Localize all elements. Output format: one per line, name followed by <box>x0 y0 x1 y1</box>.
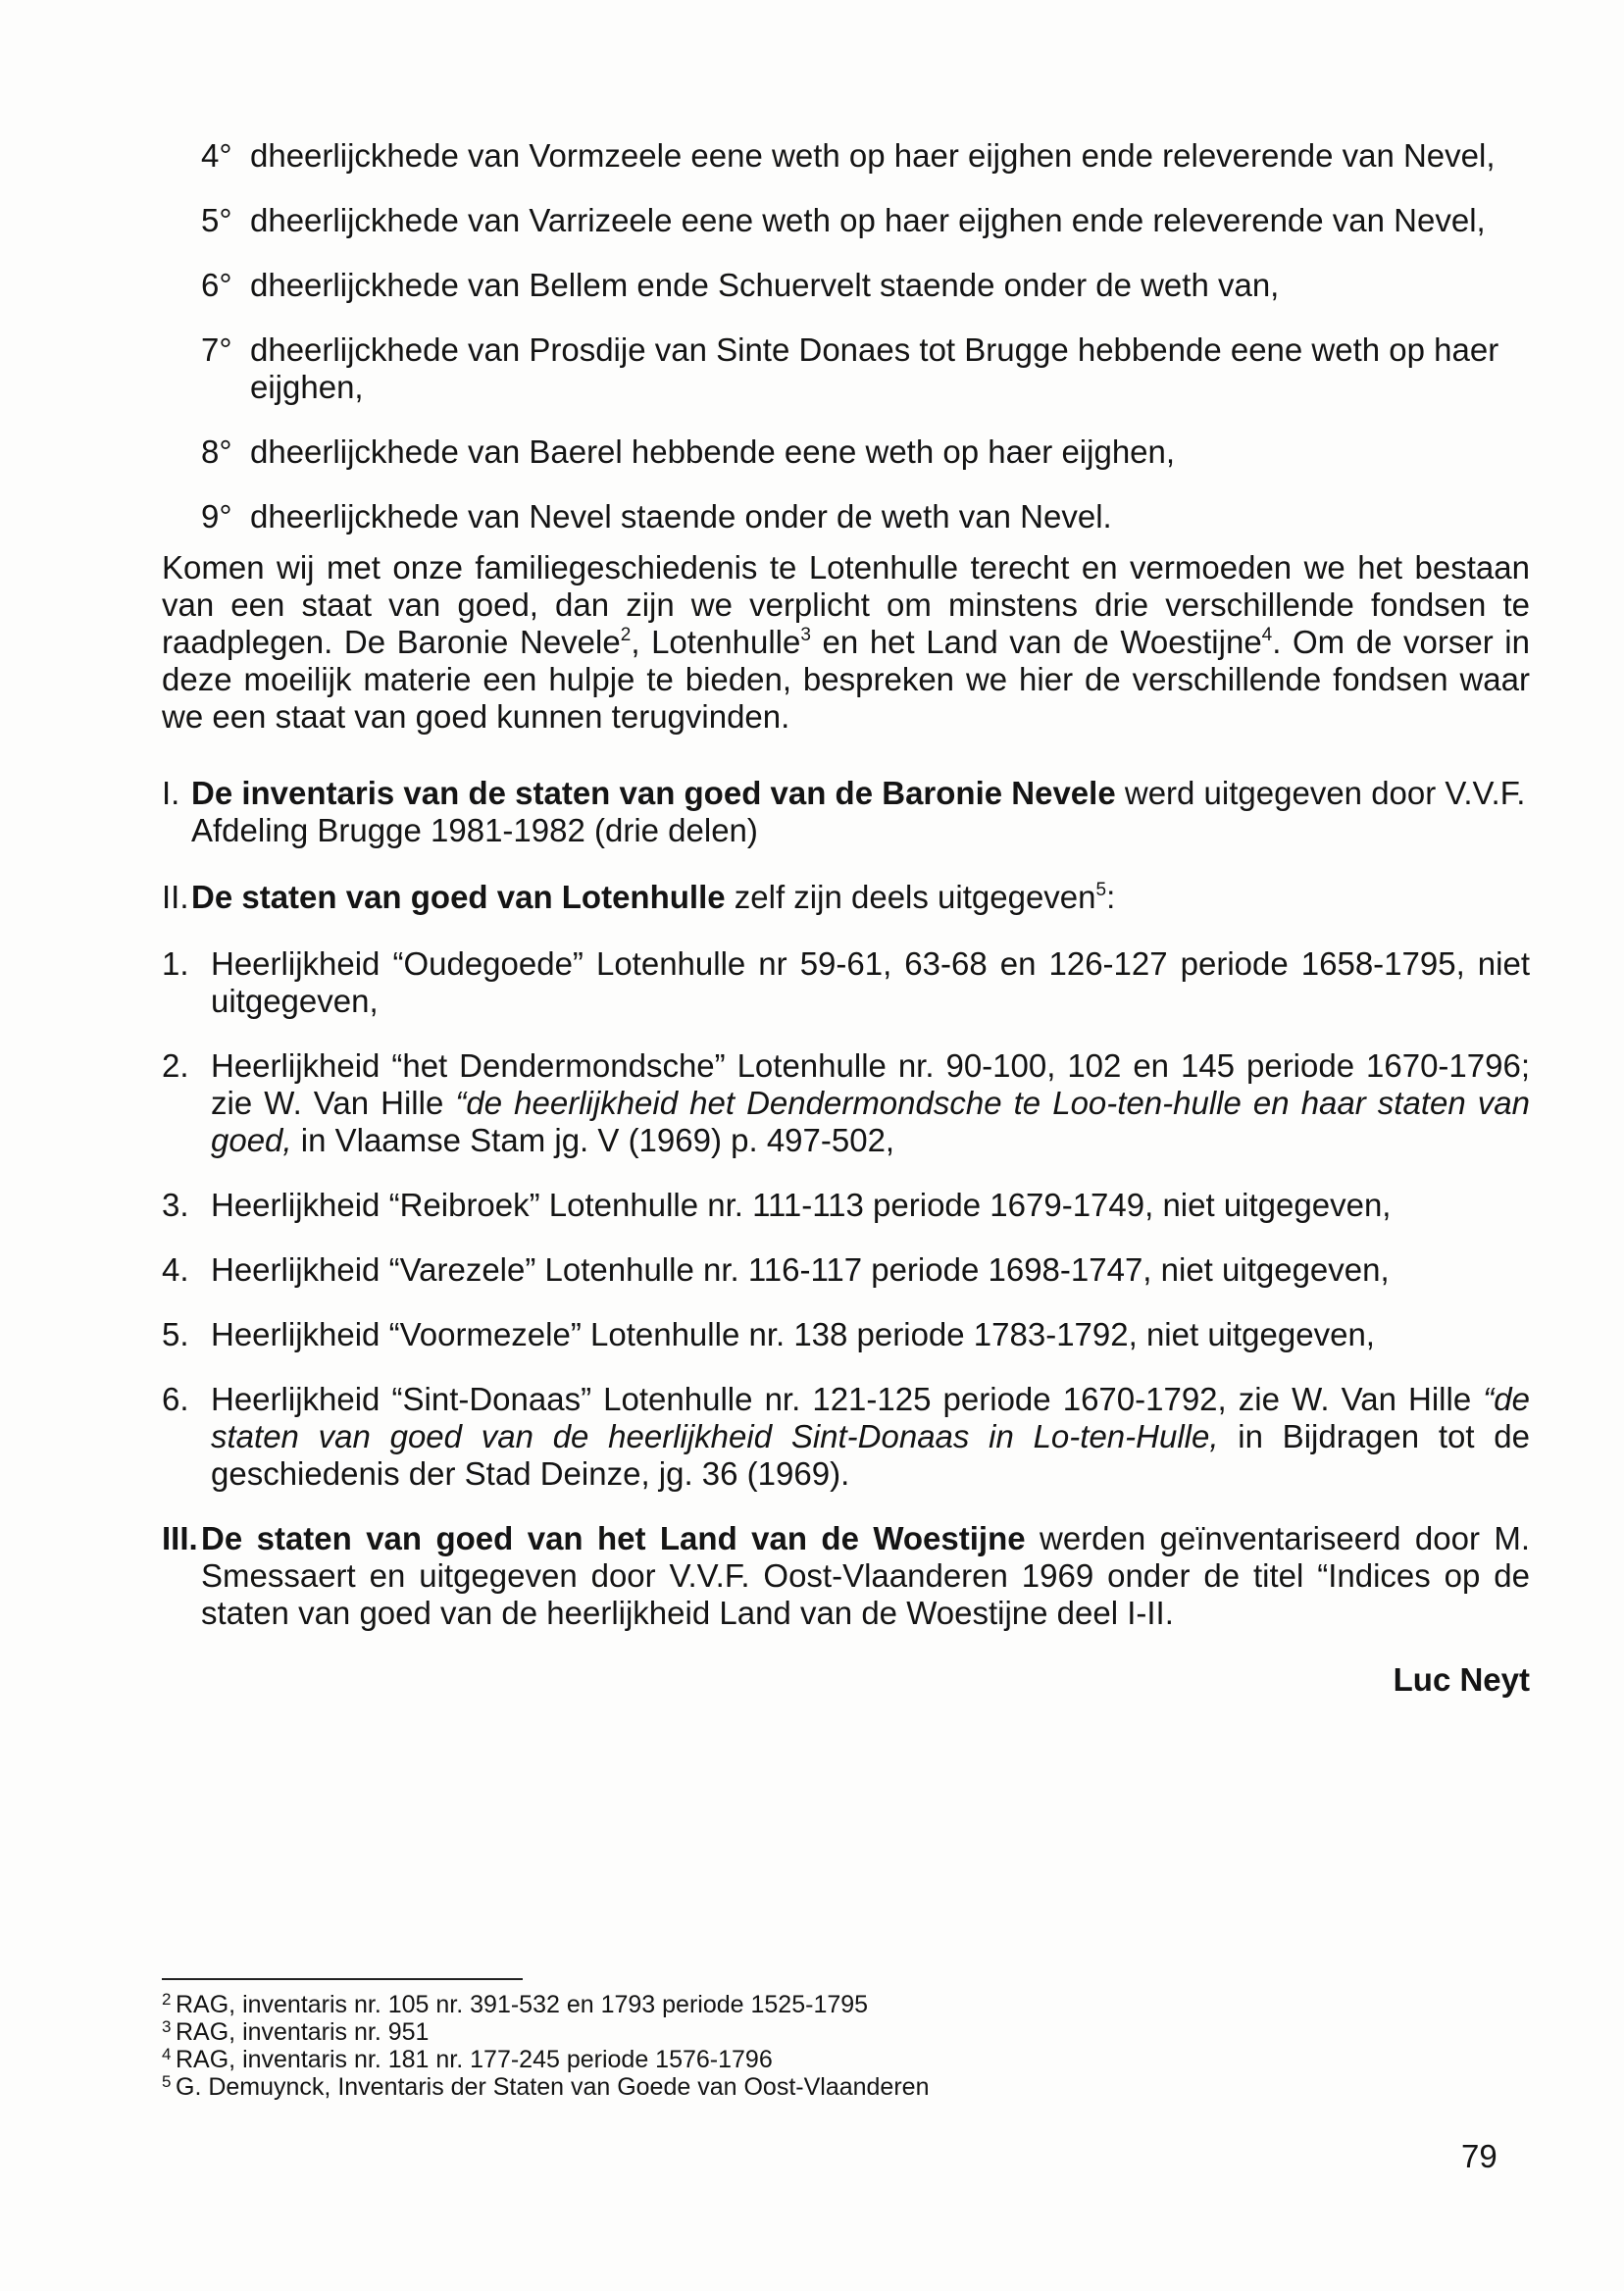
list-item-text: Heerlijkheid “Voormezele” Lotenhulle nr. 138 periode 1783-1792, niet uitgegeven, <box>211 1316 1375 1352</box>
footnote-mark: 3 <box>162 2017 172 2036</box>
footnote-text: G. Demuynck, Inventaris der Staten van Goede van Oost-Vlaanderen <box>176 2073 930 2101</box>
degree-item <box>201 267 1530 304</box>
list-item-number: 6. <box>162 1381 189 1417</box>
list-item-text <box>211 1047 1530 1159</box>
footnote-ref: 5 <box>1095 880 1107 900</box>
footnote <box>162 1991 1142 2018</box>
degree-item <box>201 137 1530 175</box>
degree-item-number: 4° <box>201 137 232 174</box>
list-item-number: 1. <box>162 945 189 982</box>
list-item-text: Heerlijkheid “Oudegoede” Lotenhulle nr 59-61, 63-68 en 126-127 periode 1658-1795, niet uitgegeven, <box>211 945 1530 1019</box>
footnote-ref: 4 <box>1261 625 1273 645</box>
footnote-ref: 3 <box>800 625 811 645</box>
section-body: werden geïnventariseerd door M. Smessaert en uitgegeven door V.V.F. Oost-Vlaanderen 1969 onder de titel “Indices op de staten van goed van de heerlijkheid Land van de Woestijne deel I-II. <box>201 1520 1531 1631</box>
list-item-number: 5. <box>162 1316 189 1352</box>
footnote-text: RAG, inventaris nr. 105 nr. 391-532 en 1793 periode 1525-1795 <box>176 1991 869 2018</box>
degree-item <box>201 433 1530 471</box>
section-one <box>162 775 1530 849</box>
section-text <box>191 879 1530 916</box>
list-item-italic-title: “de staten van goed van de heerlijkheid Sint-Donaas in Lo-ten-Hulle, <box>211 1381 1530 1454</box>
footnote-divider <box>162 1978 523 1980</box>
list-item-number: 2. <box>162 1047 189 1084</box>
section-body-end: : <box>1106 879 1116 915</box>
footnote-text: RAG, inventaris nr. 951 <box>176 2018 430 2046</box>
section-text <box>201 1520 1530 1632</box>
intro-text: . Om de vorser in deze moeilijk materie een hulpje te bieden, bespreken we hier de verschillende fondsen waar we een staat van goed kunnen terugvinden. <box>162 624 1530 735</box>
intro-text: en het Land van de Woestijne <box>810 624 1262 660</box>
list-item-italic-title: “de heerlijkheid het Dendermondsche te Loo-ten-hulle en haar staten van goed, <box>211 1085 1530 1158</box>
intro-text: , Lotenhulle <box>631 624 801 660</box>
degree-item-text: dheerlijckhede van Bellem ende Schuervelt staende onder de weth van, <box>250 267 1280 303</box>
degree-item-number: 9° <box>201 498 232 535</box>
section-heading: De staten van goed van het Land van de Woestijne <box>201 1520 1026 1556</box>
section-body: werd uitgegeven door V.V.F. Afdeling Brugge 1981-1982 (drie delen) <box>191 775 1526 848</box>
degree-item-text: dheerlijckhede van Prosdije van Sinte Donaes tot Brugge hebbende eene weth op haer eijghen, <box>250 331 1499 405</box>
author-signature: Luc Neyt <box>1393 1661 1530 1698</box>
section-number: I. <box>162 775 180 811</box>
footnote-ref: 2 <box>620 625 632 645</box>
section-number: II. <box>162 879 189 915</box>
degree-item-number: 7° <box>201 331 232 368</box>
list-item-pre: Heerlijkheid “Sint-Donaas” Lotenhulle nr. 121-125 periode 1670-1792, zie W. Van Hille <box>211 1381 1484 1417</box>
footnote <box>162 2073 1142 2101</box>
list-item-text <box>211 1381 1530 1493</box>
footnotes <box>162 1991 1142 2101</box>
intro-text: Komen wij met onze familiegeschiedenis te Lotenhulle terecht en vermoeden we het bestaan van een staat van goed, dan zijn we verplicht om minstens drie verschillende fondsen te raadplegen. De Baronie Nevele <box>162 549 1530 660</box>
list-item <box>162 1251 1530 1289</box>
page-body <box>162 137 1530 1699</box>
list-item <box>162 1316 1530 1353</box>
degree-item-number: 8° <box>201 433 232 470</box>
list-item-pre: Heerlijkheid “het Dendermondsche” Lotenhulle nr. 90-100, 102 en 145 periode 1670-1796; zie W. Van Hille <box>211 1047 1530 1121</box>
degree-item-text: dheerlijckhede van Varrizeele eene weth op haer eijghen ende releverende van Nevel, <box>250 202 1486 238</box>
degree-item-text: dheerlijckhede van Vormzeele eene weth op haer eijghen ende releverende van Nevel, <box>250 137 1496 174</box>
section-body: zelf zijn deels uitgegeven <box>725 879 1096 915</box>
section-heading: De inventaris van de staten van goed van de Baronie Nevele <box>191 775 1116 811</box>
list-item-post: in Bijdragen tot de geschiedenis der Stad Deinze, jg. 36 (1969). <box>211 1418 1530 1492</box>
page-number: 79 <box>1461 2138 1497 2174</box>
section-three <box>162 1520 1530 1632</box>
degree-item <box>201 331 1530 406</box>
footnote <box>162 2046 1142 2073</box>
footnote <box>162 2018 1142 2046</box>
section-text <box>191 775 1530 849</box>
degree-item <box>201 498 1530 535</box>
list-item-text: Heerlijkheid “Varezele” Lotenhulle nr. 116-117 periode 1698-1747, niet uitgegeven, <box>211 1251 1390 1288</box>
list-item <box>162 1187 1530 1224</box>
section-heading: De staten van goed van Lotenhulle <box>191 879 726 915</box>
degree-item-number: 5° <box>201 202 232 238</box>
list-item <box>162 1047 1530 1159</box>
list-item-post: in Vlaamse Stam jg. V (1969) p. 497-502, <box>291 1122 895 1158</box>
footnote-mark: 5 <box>162 2072 172 2091</box>
list-item <box>162 945 1530 1020</box>
footnote-text: RAG, inventaris nr. 181 nr. 177-245 periode 1576-1796 <box>176 2046 773 2073</box>
section-two <box>162 879 1530 916</box>
intro-paragraph <box>162 549 1530 736</box>
list-item-text: Heerlijkheid “Reibroek” Lotenhulle nr. 111-113 periode 1679-1749, niet uitgegeven, <box>211 1187 1392 1223</box>
footnote-mark: 2 <box>162 1990 172 2009</box>
degree-item-number: 6° <box>201 267 232 303</box>
list-item <box>162 1381 1530 1493</box>
list-item-number: 3. <box>162 1187 189 1223</box>
degree-item-text: dheerlijckhede van Baerel hebbende eene weth op haer eijghen, <box>250 433 1176 470</box>
section-number: III. <box>162 1520 198 1556</box>
degree-item <box>201 202 1530 239</box>
degree-item-text: dheerlijckhede van Nevel staende onder de weth van Nevel. <box>250 498 1112 535</box>
list-item-number: 4. <box>162 1251 189 1288</box>
footnote-mark: 4 <box>162 2045 172 2063</box>
